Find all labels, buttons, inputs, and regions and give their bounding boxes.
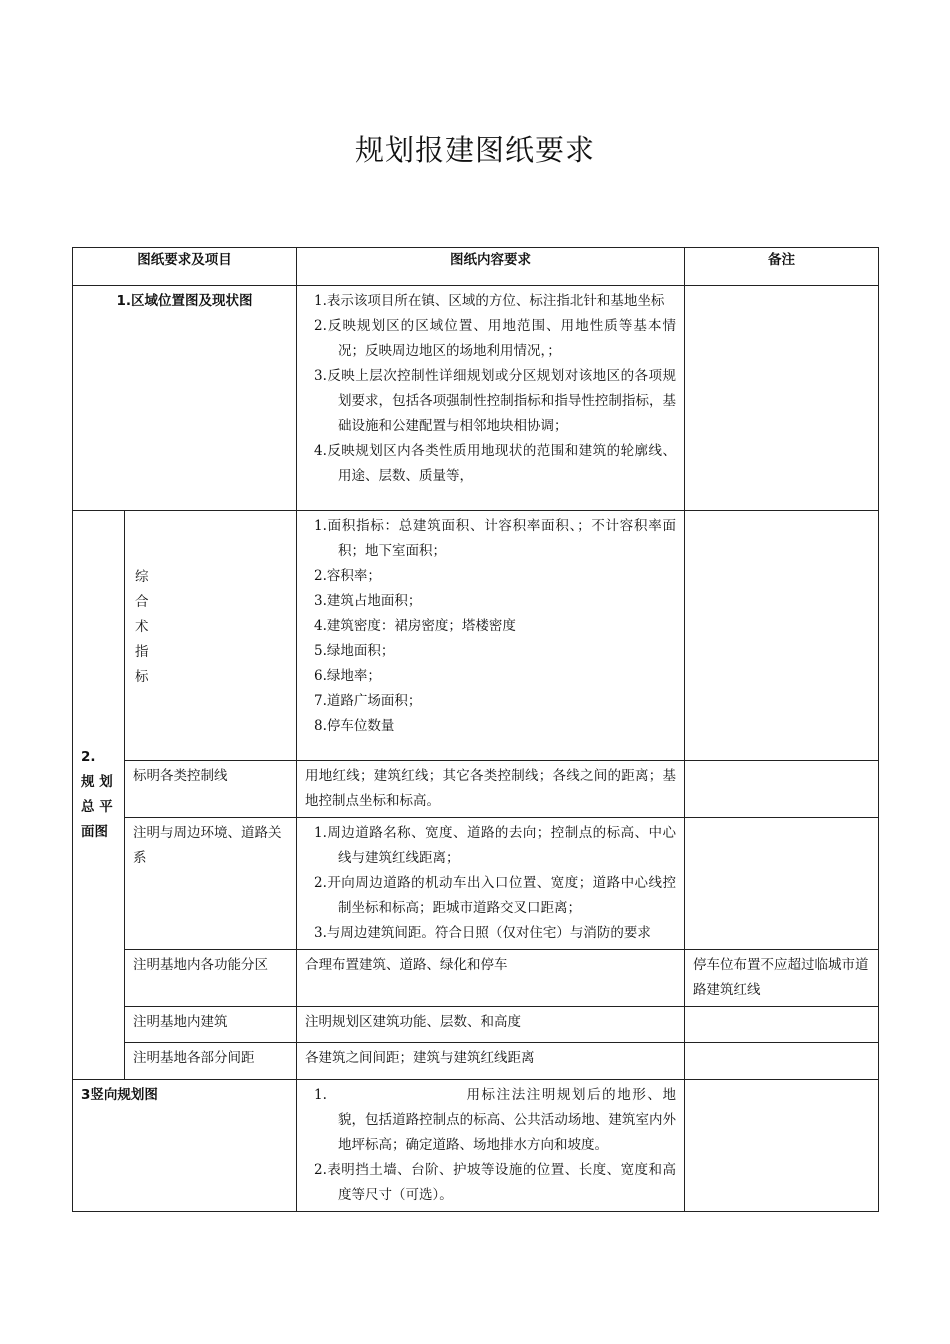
section2-label-line: 规 划 [81,774,113,790]
list-item: 3.建筑占地面积； [314,593,422,609]
sublabel-buildings: 注明基地内建筑 [125,1007,297,1043]
sublabel-char: 标 [135,669,149,685]
list-item: 2.开向周边道路的机动车出入口位置、宽度；道路中心线控制坐标和标高；距城市道路交叉口距离； [314,875,676,916]
list-item: 2.容积率； [314,568,381,584]
section2-label-line: 面图 [81,824,108,840]
technical-indicators-note [685,511,879,761]
zoning-note: 停车位布置不应超过临城市道路建筑红线 [685,950,879,1007]
section3-label: 3竖向规划图 [73,1080,297,1212]
sublabel-control-lines: 标明各类控制线 [125,761,297,818]
sublabel-spacing: 注明基地各部分间距 [125,1043,297,1080]
list-item: 6.绿地率； [314,668,381,684]
spacing-content: 各建筑之间间距；建筑与建筑红线距离 [297,1043,685,1080]
list-item: 4.反映规划区内各类性质用地现状的范围和建筑的轮廓线、用途、层数、质量等， [314,443,676,484]
requirements-table [72,247,879,1212]
list-item: 1.面积指标：总建筑面积、计容积率面积、；不计容积率面积；地下室面积； [314,518,676,559]
table-row [73,1007,879,1043]
table-row [73,761,879,818]
control-lines-note [685,761,879,818]
sublabel-char: 术 [135,619,149,635]
section3-item1-rest: 貌，包括道路控制点的标高、公共活动场地、建筑室内外地坪标高；确定道路、场地排水方向和坡度。 [338,1112,676,1153]
sublabel-char: 合 [135,594,149,610]
sublabel-zoning: 注明基地内各功能分区 [125,950,297,1007]
technical-indicators-content [297,511,685,761]
section1-note [685,286,879,511]
list-item: 3.与周边建筑间距。符合日照（仅对住宅）与消防的要求 [314,925,651,941]
list-item [305,1083,676,1158]
list-item: 2.表明挡土墙、台阶、护坡等设施的位置、长度、宽度和高度等尺寸（可选）。 [314,1162,676,1203]
header-notes: 备注 [685,248,879,286]
sublabel-technical-indicators [125,511,297,761]
surroundings-note [685,818,879,950]
spacing-note [685,1043,879,1080]
list-item: 2.反映规划区的区域位置、用地范围、用地性质等基本情况；反映周边地区的场地利用情况，； [314,318,676,359]
table-row [73,950,879,1007]
list-item: 8.停车位数量 [314,718,395,734]
list-item: 5.绿地面积； [314,643,395,659]
buildings-note [685,1007,879,1043]
list-item: 3.反映上层次控制性详细规划或分区规划对该地区的各项规划要求，包括各项强制性控制指标和指导性控制指标，基础设施和公建配置与相邻地块相协调； [314,368,676,434]
section3-note [685,1080,879,1212]
table-row [73,511,879,761]
section2-label [73,511,125,1080]
section3-item1-number: 1. [314,1087,327,1103]
sublabel-surroundings: 注明与周边环境、道路关系 [125,818,297,950]
control-lines-content: 用地红线；建筑红线；其它各类控制线；各线之间的距离；基地控制点坐标和标高。 [297,761,685,818]
table-row [73,286,879,511]
sublabel-char: 综 [135,569,149,585]
list-item: 1.周边道路名称、宽度、道路的去向；控制点的标高、中心线与建筑红线距离； [314,825,676,866]
page-title: 规划报建图纸要求 [354,133,595,167]
table-header-row [73,248,879,286]
buildings-content: 注明规划区建筑功能、层数、和高度 [297,1007,685,1043]
list-item: 4.建筑密度：裙房密度；塔楼密度 [314,618,516,634]
surroundings-content [297,818,685,950]
table-row [73,818,879,950]
section2-label-line: 2. [81,749,96,765]
zoning-content: 合理布置建筑、道路、绿化和停车 [297,950,685,1007]
section1-label: 1.区域位置图及现状图 [73,286,297,511]
header-items: 图纸要求及项目 [73,248,297,286]
section2-label-line: 总 平 [81,799,113,815]
section1-content [297,286,685,511]
table-row [73,1043,879,1080]
section3-item1-head: 用标注法注明规划后的地形、地 [464,1087,676,1103]
table-row [73,1080,879,1212]
header-content: 图纸内容要求 [297,248,685,286]
list-item: 7.道路广场面积； [314,693,422,709]
list-item: 1.表示该项目所在镇、区域的方位、标注指北针和基地坐标 [314,293,665,309]
sublabel-char: 指 [135,644,149,660]
section3-content [297,1080,685,1212]
